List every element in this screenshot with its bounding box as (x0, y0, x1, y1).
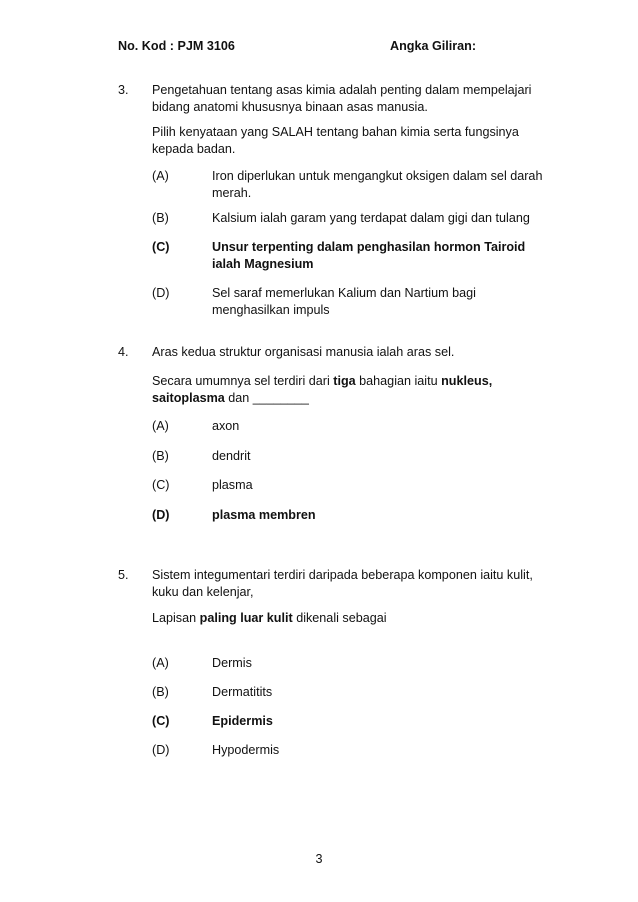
option-label: (C) (152, 478, 170, 492)
instruction-line: Pilih kenyataan yang SALAH tentang bahan kimia serta fungsinya (152, 125, 519, 139)
stem-line: kuku dan kelenjar, (152, 585, 254, 599)
option-label: (A) (152, 419, 169, 433)
option-label: (D) (152, 743, 170, 757)
bold-run: paling luar kulit (199, 611, 293, 625)
option-label-answer: (C) (152, 714, 170, 728)
course-code: No. Kod : PJM 3106 (118, 39, 235, 53)
option-text: Kalsium ialah garam yang terdapat dalam gigi dan tulang (212, 211, 530, 225)
option-line: Unsur terpenting dalam penghasilan hormon Tairoid (212, 240, 526, 254)
option-label-answer: (D) (152, 508, 170, 522)
page-number: 3 (315, 852, 323, 866)
option-line: Iron diperlukan untuk mengangkut oksigen dalam sel darah (212, 169, 543, 183)
question-number: 5. (118, 568, 129, 582)
instruction-line: kepada badan. (152, 142, 236, 156)
text-run: Secara umumnya sel terdiri dari (152, 374, 334, 388)
text-run: Lapisan (152, 611, 200, 625)
option-label: (A) (152, 169, 169, 183)
option-label: (D) (152, 286, 170, 300)
option-text: axon (212, 419, 240, 433)
bold-run: tiga (333, 374, 356, 388)
roll-number-label: Angka Giliran: (390, 39, 477, 53)
option-label: (A) (152, 656, 169, 670)
option-label-answer: (C) (152, 240, 170, 254)
option-label: (B) (152, 449, 169, 463)
instruction-line (152, 390, 572, 407)
question-stem (152, 567, 572, 601)
option-text: Hypodermis (212, 743, 280, 757)
text-run: bahagian iaitu (355, 374, 442, 388)
question-number: 4. (118, 345, 129, 359)
bold-run: saitoplasma (152, 391, 225, 405)
text-run: dan ________ (224, 391, 309, 405)
instruction-line (152, 373, 572, 390)
option-line: Sel saraf memerlukan Kalium dan Nartium bagi (212, 286, 476, 300)
option-text: dendrit (212, 449, 251, 463)
question-instruction (152, 124, 572, 158)
option-label: (B) (152, 685, 169, 699)
option-text-answer: Epidermis (212, 714, 273, 728)
bold-run: nukleus, (441, 374, 493, 388)
option-text-answer: plasma membren (212, 508, 316, 522)
option-text (212, 168, 572, 202)
question-instruction (152, 373, 572, 407)
text-run: dikenali sebagai (292, 611, 387, 625)
option-line: merah. (212, 186, 252, 200)
option-line: menghasilkan impuls (212, 303, 330, 317)
option-text: plasma (212, 478, 253, 492)
question-number: 3. (118, 83, 129, 97)
question-instruction (152, 610, 572, 627)
question-stem: Aras kedua struktur organisasi manusia ialah aras sel. (152, 345, 455, 359)
option-label: (B) (152, 211, 169, 225)
option-text: Dermatitits (212, 685, 273, 699)
question-stem (152, 82, 572, 116)
option-text-answer (212, 239, 572, 273)
stem-line: Sistem integumentari terdiri daripada beberapa komponen iaitu kulit, (152, 568, 533, 582)
stem-line: Pengetahuan tentang asas kimia adalah penting dalam mempelajari (152, 83, 532, 97)
option-text (212, 285, 572, 319)
option-text: Dermis (212, 656, 252, 670)
option-line: ialah Magnesium (212, 257, 314, 271)
stem-line: bidang anatomi khususnya binaan asas manusia. (152, 100, 428, 114)
